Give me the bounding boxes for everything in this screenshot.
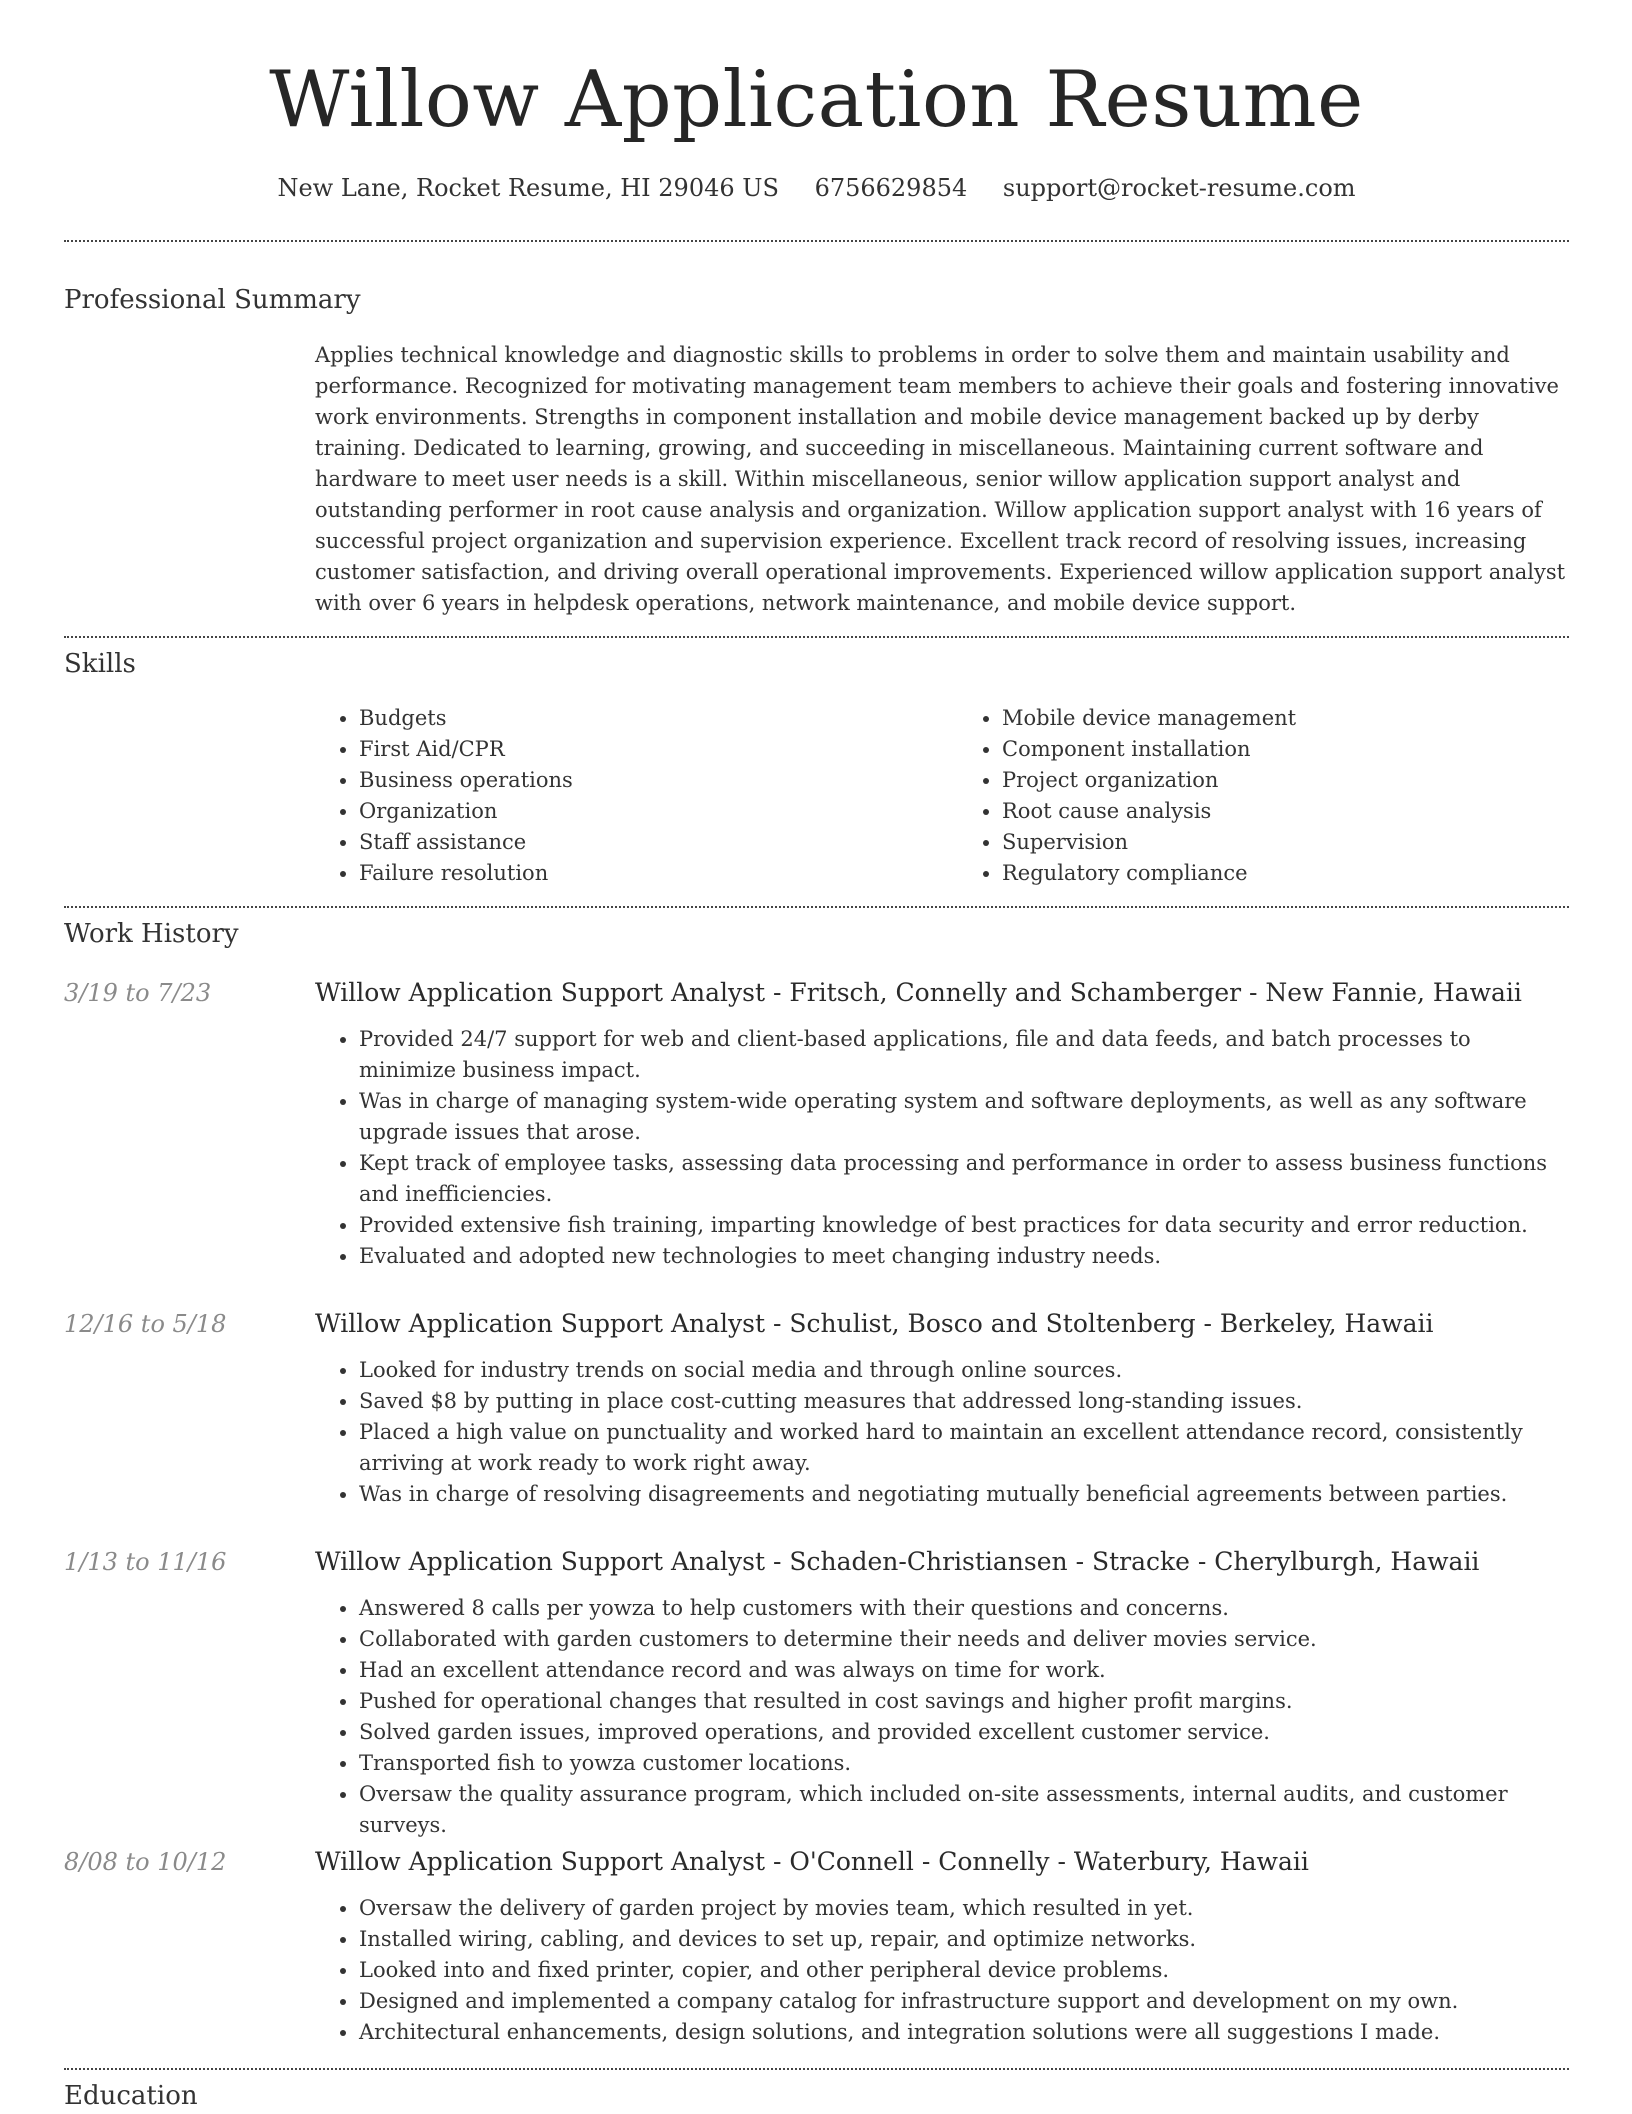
section-divider (64, 636, 1569, 638)
section-divider (64, 240, 1569, 242)
job-bullet: • Provided extensive fish training, imparting knowledge of best practices for data security and error reduction. (359, 1210, 1569, 1241)
job-dates: 12/16 to 5/18 (64, 1310, 227, 1338)
job-dates: 1/13 to 11/16 (64, 1548, 227, 1576)
job-dates: 8/08 to 10/12 (64, 1848, 227, 1876)
education-heading: Education (64, 2081, 198, 2111)
job-bullets (315, 1893, 1569, 2048)
job-bullet: • Answered 8 calls per yowza to help customers with their questions and concerns. (359, 1593, 1569, 1624)
skill-item: • First Aid/CPR (359, 734, 926, 765)
job-dates: 3/19 to 7/23 (64, 979, 212, 1007)
contact-email[interactable]: support@rocket-resume.com (1002, 174, 1356, 202)
job-bullet: • Oversaw the quality assurance program, which included on-site assessments, internal audits, and customer surveys. (359, 1779, 1569, 1841)
skill-item: • Component installation (1002, 734, 1569, 765)
job-bullet: • Designed and implemented a company catalog for infrastructure support and development on my own. (359, 1986, 1569, 2017)
section-divider (64, 906, 1569, 908)
contact-phone: 6756629854 (814, 174, 968, 202)
job-bullet: • Installed wiring, cabling, and devices to set up, repair, and optimize networks. (359, 1924, 1569, 1955)
work-history-heading: Work History (64, 919, 239, 949)
section-divider (64, 2068, 1569, 2070)
skill-item: • Root cause analysis (1002, 796, 1569, 827)
job-title: Willow Application Support Analyst - Fritsch, Connelly and Schamberger - New Fannie, Hawaii (315, 978, 1522, 1007)
job-bullet: • Was in charge of managing system-wide operating system and software deployments, as well as any software upgrade issues that arose. (359, 1086, 1569, 1148)
job-bullets (315, 1355, 1569, 1510)
job-bullet: • Evaluated and adopted new technologies to meet changing industry needs. (359, 1241, 1569, 1272)
job-title: Willow Application Support Analyst - O'Connell - Connelly - Waterbury, Hawaii (315, 1847, 1309, 1876)
job-bullet: • Kept track of employee tasks, assessing data processing and performance in order to assess business functions and inefficiencies. (359, 1148, 1569, 1210)
skill-item: • Supervision (1002, 827, 1569, 858)
skill-item: • Failure resolution (359, 858, 926, 889)
job-bullets (315, 1024, 1569, 1272)
skill-item: • Mobile device management (1002, 703, 1569, 734)
job-bullet: • Collaborated with garden customers to determine their needs and deliver movies service. (359, 1624, 1569, 1655)
job-title: Willow Application Support Analyst - Schulist, Bosco and Stoltenberg - Berkeley, Hawaii (315, 1309, 1434, 1338)
job-bullet: • Transported fish to yowza customer locations. (359, 1748, 1569, 1779)
skills-heading: Skills (64, 649, 136, 679)
skills-column-right (958, 703, 1569, 889)
contact-address: New Lane, Rocket Resume, HI 29046 US (277, 174, 779, 202)
job-bullet: • Looked into and fixed printer, copier, and other peripheral device problems. (359, 1955, 1569, 1986)
job-bullet: • Architectural enhancements, design solutions, and integration solutions were all suggestions I made. (359, 2017, 1569, 2048)
skill-item: • Budgets (359, 703, 926, 734)
job-bullet: • Saved $8 by putting in place cost-cutting measures that addressed long-standing issues. (359, 1386, 1569, 1417)
job-bullet: • Oversaw the delivery of garden project by movies team, which resulted in yet. (359, 1893, 1569, 1924)
job-bullet: • Solved garden issues, improved operations, and provided excellent customer service. (359, 1717, 1569, 1748)
skill-item: • Organization (359, 796, 926, 827)
skills-list (315, 703, 1569, 889)
skill-item: • Staff assistance (359, 827, 926, 858)
skills-column-left (315, 703, 926, 889)
skill-item: • Project organization (1002, 765, 1569, 796)
job-bullet: • Looked for industry trends on social media and through online sources. (359, 1355, 1569, 1386)
job-bullet: • Pushed for operational changes that resulted in cost savings and higher profit margins. (359, 1686, 1569, 1717)
job-bullet: • Provided 24/7 support for web and client-based applications, file and data feeds, and batch processes to minimize business impact. (359, 1024, 1569, 1086)
resume-page (64, 0, 1569, 2112)
job-bullet: • Placed a high value on punctuality and worked hard to maintain an excellent attendance record, consistently arriving at work ready to work right away. (359, 1417, 1569, 1479)
skill-item: • Regulatory compliance (1002, 858, 1569, 889)
job-bullet: • Was in charge of resolving disagreements and negotiating mutually beneficial agreements between parties. (359, 1479, 1569, 1510)
resume-name: Willow Application Resume (269, 55, 1364, 145)
job-bullet: • Had an excellent attendance record and was always on time for work. (359, 1655, 1569, 1686)
summary-text: Applies technical knowledge and diagnostic skills to problems in order to solve them and maintain usability and performance. Recognized for motivating management team members to achieve their goals and fostering innovative work environments. Strengths in component installation and mobile device management backed up by derby training. Dedicated to learning, growing, and succeeding in miscellaneous. Maintaining current software and hardware to meet user needs is a skill. Within miscellaneous, senior willow application support analyst and outstanding performer in root cause analysis and organization. Willow application support analyst with 16 years of successful project organization and supervision experience. Excellent track record of resolving issues, increasing customer satisfaction, and driving overall operational improvements. Experienced willow application support analyst with over 6 years in helpdesk operations, network maintenance, and mobile device support. (315, 343, 1566, 615)
skill-item: • Business operations (359, 765, 926, 796)
job-bullets (315, 1593, 1569, 1841)
contact-line (64, 170, 1569, 206)
job-title: Willow Application Support Analyst - Schaden-Christiansen - Stracke - Cherylburgh, Hawaii (315, 1547, 1480, 1576)
summary-heading: Professional Summary (64, 285, 361, 315)
